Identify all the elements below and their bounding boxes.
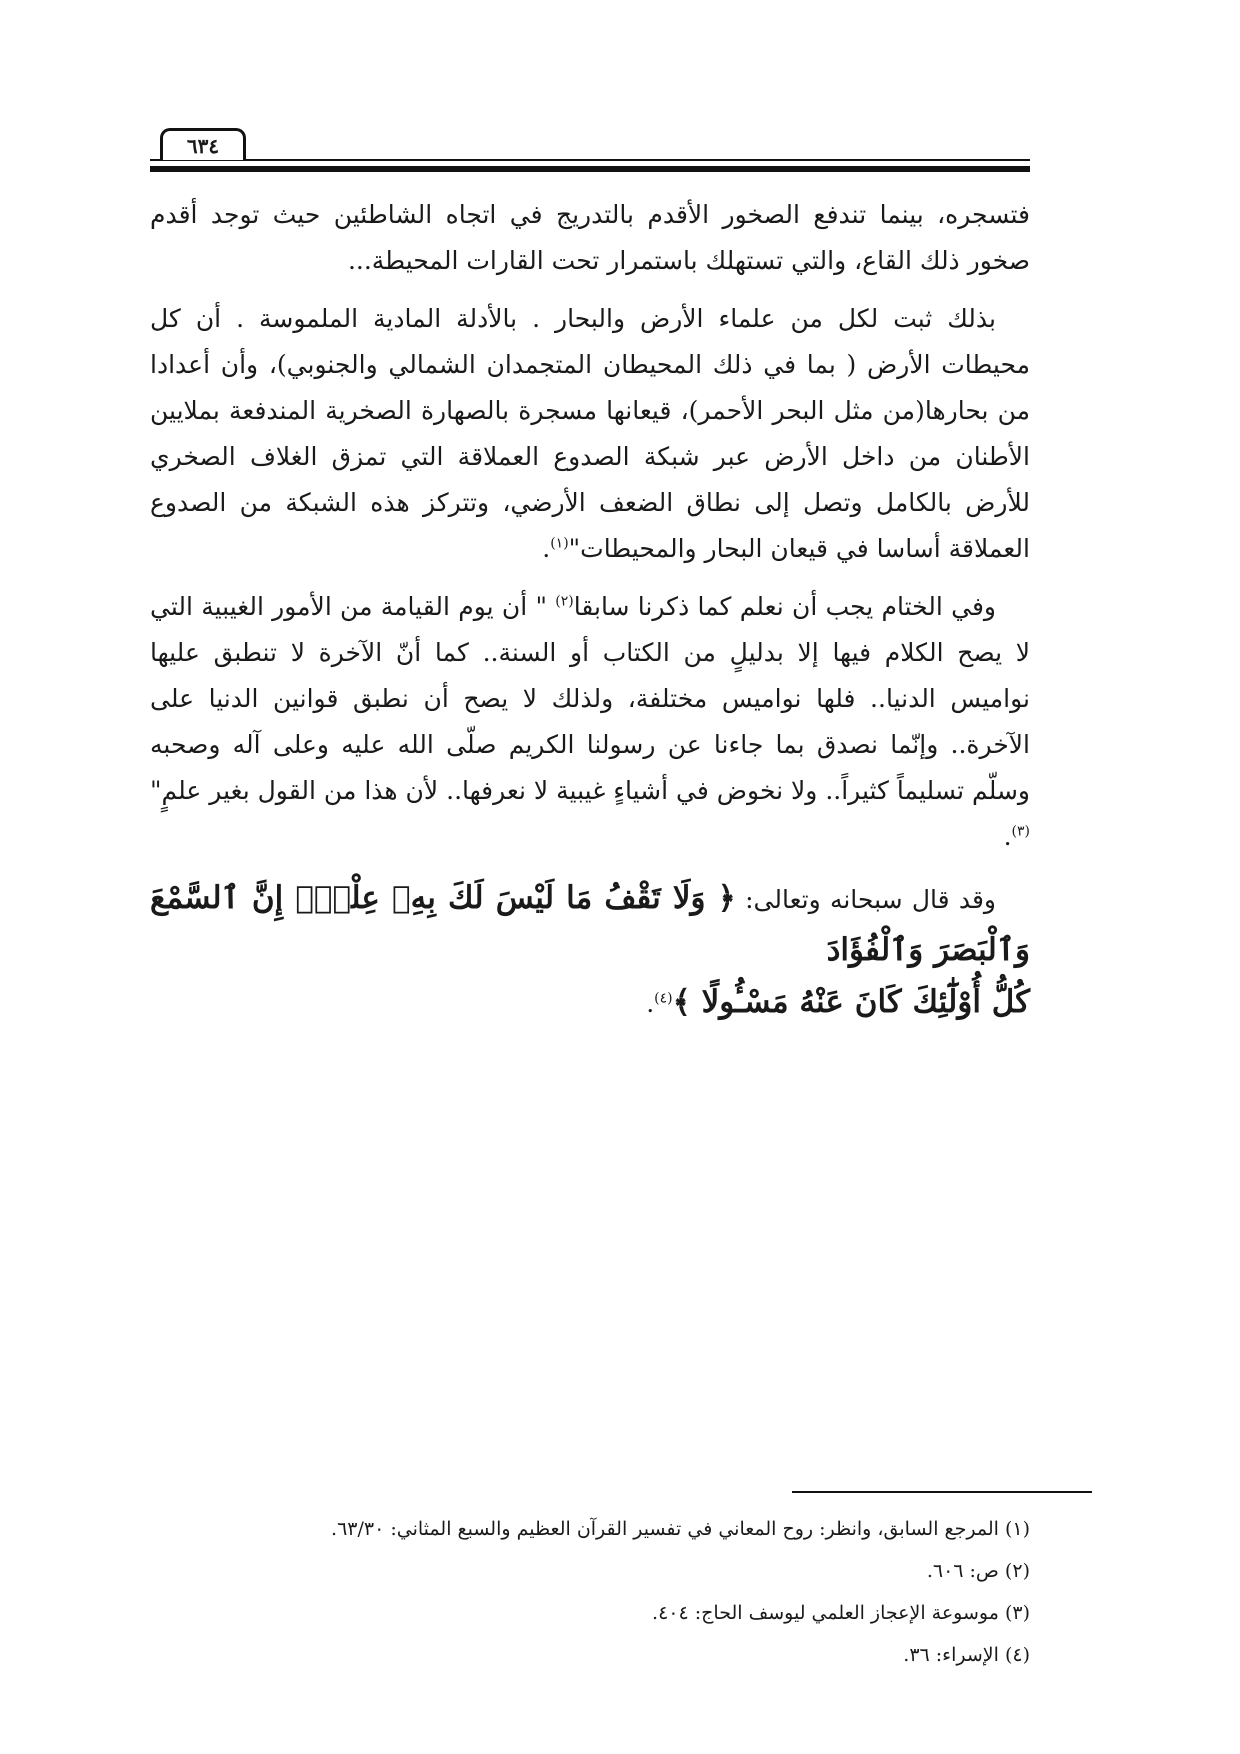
- footnote-separator: [792, 1491, 1092, 1493]
- footnote-2: (٢) ص: ٦٠٦.: [926, 1560, 1030, 1582]
- paragraph-3-text-b: " أن يوم القيامة من الأمور الغيبية التي لا يصح الكلام فيها إلا بدليلٍ من الكتاب أو السنة.. كما أنّ الآخرة لا تنطبق عليها نواميس الدنيا.. فلها نواميس مختلفة، ولذلك لا يصح أن نطبق قوانين الدنيا على الآخرة.. وإنّما نصدق بما جاءنا عن رسولنا الكريم صلّى الله عليه وعلى آله وصحبه وسلّم تسليماً كثيراً.. ولا نخوض في أشياءٍ غيبية لا نعرفها.. لأن هذا من القول بغير علمٍ": [150, 592, 1030, 805]
- quran-verse-line-2: كُلُّ أُوْلَٰٓئِكَ كَانَ عَنْهُ مَسْـُٔولًا ﴾: [672, 984, 1030, 1020]
- paragraph-4: [150, 872, 1030, 1028]
- paragraph-2-end: .: [542, 534, 551, 563]
- footnote-1: (١) المرجع السابق، وانظر: روح المعاني في تفسير القرآن العظيم والسبع المثاني: ٦٣/٣٠.: [331, 1518, 1030, 1540]
- footnote-ref-2: (٢): [555, 593, 574, 610]
- footnote-ref-3: (٣): [1011, 823, 1030, 840]
- paragraph-3-text-a: وفي الختام يجب أن نعلم كما ذكرنا سابقا: [573, 592, 996, 621]
- paragraph-1: فتسجره، بينما تندفع الصخور الأقدم بالتدريج في اتجاه الشاطئين حيث توجد أقدم صخور ذلك القاع، والتي تستهلك باستمرار تحت القارات المحيطة...: [150, 200, 1030, 275]
- paragraph-3: [150, 584, 1030, 860]
- footnote-ref-1: (١): [550, 535, 569, 552]
- paragraph-4-end: .: [646, 989, 655, 1018]
- quran-verse-line-1: ﴿ وَلَا تَقْفُ مَا لَيْسَ لَكَ بِهِۦ عِلْمٌۚ إِنَّ ٱلسَّمْعَ وَٱلْبَصَرَ وَٱلْفُؤَادَ: [150, 880, 1030, 968]
- footnote-ref-4: (٤): [654, 990, 673, 1007]
- footnotes: [150, 1508, 1030, 1676]
- footnote-4: (٤) الإسراء: ٣٦.: [903, 1644, 1030, 1666]
- paragraph-2: [150, 296, 1030, 572]
- page-number: ٦٣٤: [160, 128, 246, 160]
- paragraph-2-text: بذلك ثبت لكل من علماء الأرض والبحار . بالأدلة المادية الملموسة . أن كل محيطات الأرض ( بما في ذلك المحيطان المتجمدان الشمالي والجنوبي)، وأن أعدادا من بحارها(من مثل البحر الأحمر)، قيعانها مسجرة بالصهارة الصخرية المندفعة بملايين الأطنان من داخل الأرض عبر شبكة الصدوع العملاقة التي تمزق الغلاف الصخري للأرض بالكامل وتصل إلى نطاق الضعف الأرضي، وتتركز هذه الشبكة من الصدوع العملاقة أساسا في قيعان البحار والمحيطات": [150, 304, 1030, 563]
- main-text: [150, 192, 1030, 1040]
- paragraph-3-end: .: [1003, 822, 1012, 851]
- header-rule-thick: [150, 166, 1030, 172]
- header-rule-thin: [150, 159, 1030, 161]
- footnote-3: (٣) موسوعة الإعجاز العلمي ليوسف الحاج: ٤٠٤.: [652, 1602, 1030, 1624]
- paragraph-4-intro: وقد قال سبحانه وتعالى:: [735, 885, 996, 914]
- page-header: [150, 128, 1030, 174]
